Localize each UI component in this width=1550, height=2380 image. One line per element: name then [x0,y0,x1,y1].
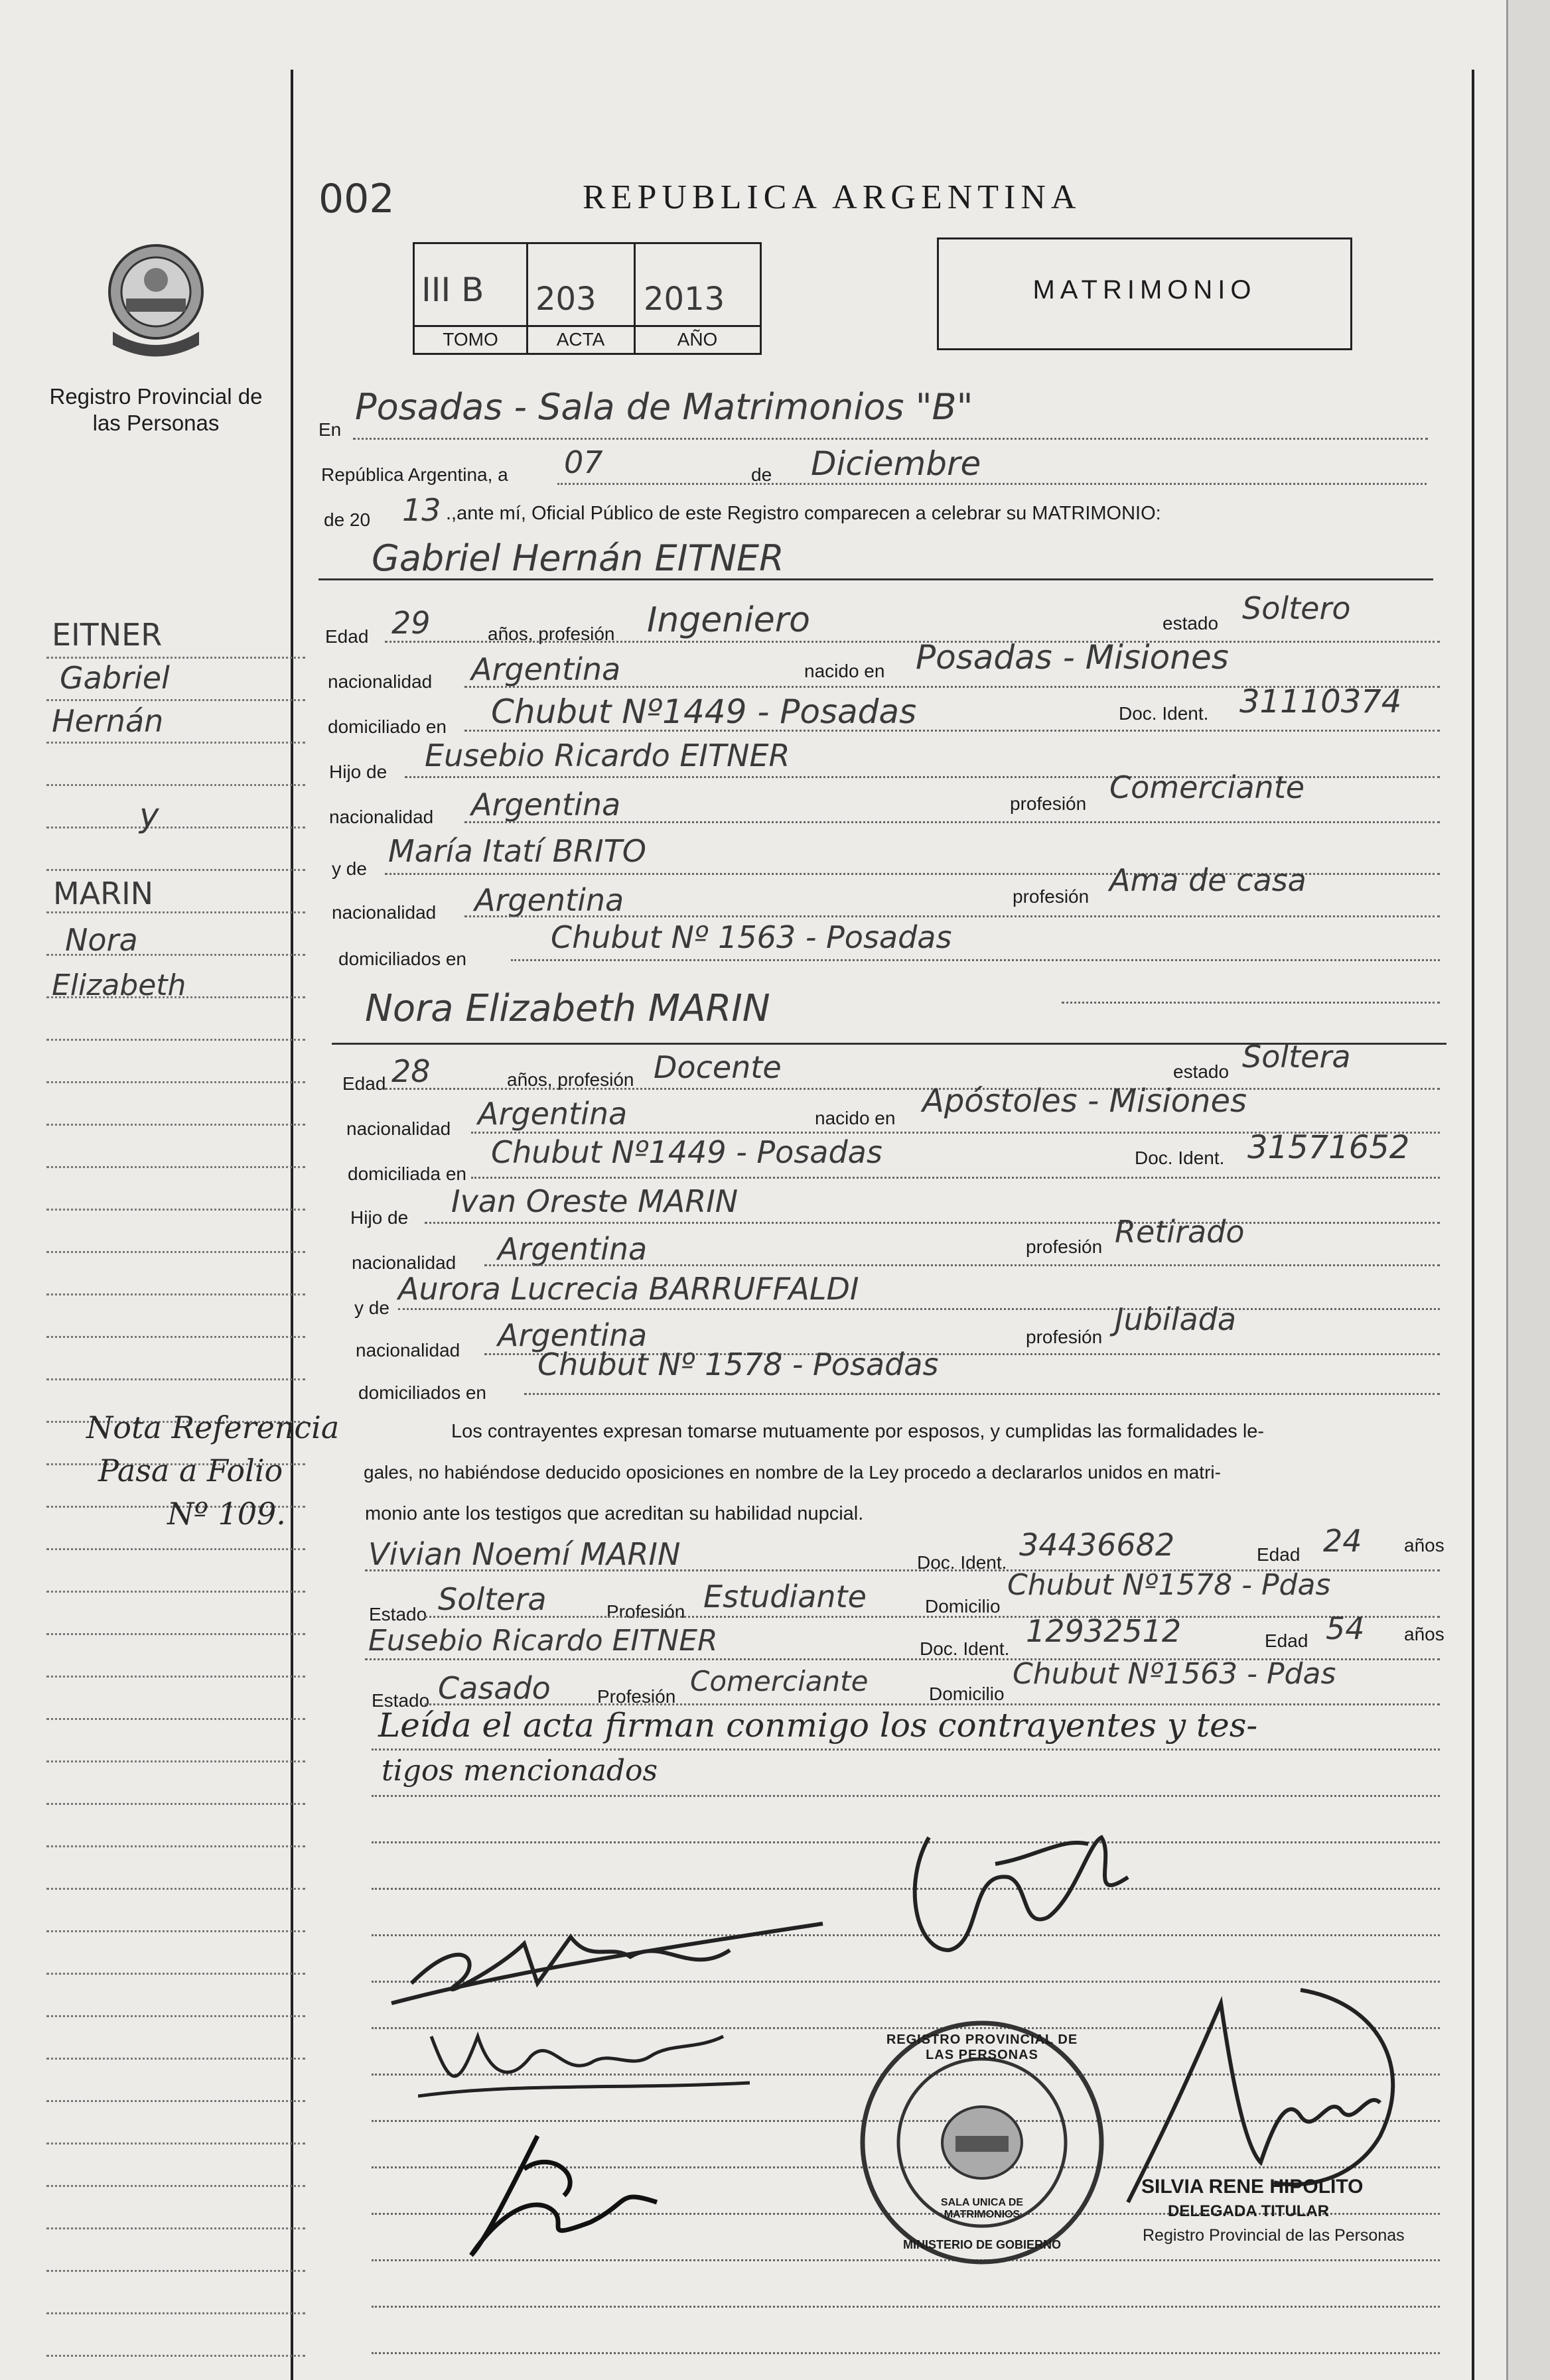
witness-1-doc-label: Doc. Ident. [917,1552,1007,1573]
signature-bride [418,2010,763,2106]
month-value: Diciembre [811,444,981,483]
year-label: de 20 [324,509,371,530]
place-value: Posadas - Sala de Matrimonios "B" [355,386,973,428]
declaration-line-3: monio ante los testigos que acreditan su habilidad nupcial. [365,1503,864,1524]
witness-2-estado: Casado [438,1670,551,1706]
groom-doc: 31110374 [1239,683,1402,720]
groom-nac-label: nacionalidad [328,671,433,692]
witness-1-prof-label: Profesión [606,1601,685,1622]
bride-padre-nac: Argentina [498,1231,648,1267]
margin-note-2: Pasa a Folio [98,1453,283,1488]
bride-pprof-label: profesión [1026,1236,1103,1257]
declaration-line-1: Los contrayentes expresan tomarse mutuamente por esposos, y cumplidas las formalidades le- [451,1421,1265,1442]
bride-doc: 31571652 [1247,1129,1410,1166]
witness-2-estado-label: Estado [372,1690,430,1711]
bride-estado: Soltera [1242,1039,1351,1075]
groom-profesion: Ingeniero [647,600,810,640]
witness-2-edad: 54 [1326,1611,1365,1646]
groom-doms-label: domiciliados en [338,949,466,969]
groom-nacido: Posadas - Misiones [916,638,1229,677]
bride-hijo-label: Hijo de [350,1207,409,1228]
groom-padres-dom: Chubut Nº 1563 - Posadas [551,919,952,955]
bride-mprof-label: profesión [1026,1327,1103,1347]
bride-domicilio: Chubut Nº1449 - Posadas [491,1134,882,1170]
witness-2-anos-label: años [1404,1624,1444,1644]
witness-2-doc-label: Doc. Ident. [920,1638,1010,1659]
bride-profesion: Docente [654,1049,782,1085]
stamp-inner-text: SALA UNICA DE MATRIMONIOS [940,2197,1024,2220]
witness-1-estado-label: Estado [369,1604,427,1624]
registry-name: Registro Provincial de las Personas [49,384,263,435]
bride-madre: Aurora Lucrecia BARRUFFALDI [398,1271,859,1307]
tomo-value: III B [421,271,484,309]
bride-anos-label: años, profesión [507,1069,634,1090]
stamp-bottom-text: MINISTERIO DE GOBIERNO [902,2238,1062,2251]
bride-madre-nac: Argentina [498,1317,648,1353]
witness-1-profesion: Estudiante [703,1579,867,1615]
en-label: En [318,419,342,440]
groom-edad-label: Edad [325,626,369,647]
official-title: DELEGADA TITULAR [1168,2202,1330,2220]
groom-estado: Soltero [1242,590,1351,626]
bride-nacido: Apóstoles - Misiones [922,1083,1247,1120]
signature-groom [385,1884,836,2020]
margin-conjunction: y [139,796,159,834]
record-type-box [937,237,1352,350]
year-value: 13 [402,492,441,528]
record-type: MATRIMONIO [1032,275,1257,304]
de-label: de [751,464,772,485]
register-index-table [413,242,762,355]
groom-padre-prof: Comerciante [1109,769,1305,805]
official-name: SILVIA RENE HIPOLITO [1141,2176,1364,2198]
province-seal [100,239,212,365]
official-org: Registro Provincial de las Personas [1143,2226,1405,2245]
signature-witness-1 [458,2109,710,2265]
anio-value: 2013 [644,281,725,318]
witness-2-edad-label: Edad [1265,1630,1308,1651]
bride-mnac-label: nacionalidad [356,1340,460,1360]
witness-1-doc: 34436682 [1019,1527,1175,1563]
groom-hijo-label: Hijo de [329,761,388,782]
margin-surname-2: MARIN [53,876,154,911]
witness-2-name: Eusebio Ricardo EITNER [368,1624,718,1658]
closing-line-2: tigos mencionados [382,1754,658,1788]
groom-mprof-label: profesión [1013,886,1090,907]
declaration-line-2: gales, no habiéndose deducido oposiciones en nombre de la Ley procedo a declararlos unidos en matri- [364,1462,1221,1483]
bride-nacido-label: nacido en [815,1108,896,1128]
groom-estado-label: estado [1162,613,1219,633]
groom-padre-nac: Argentina [471,787,621,823]
groom-mnac-label: nacionalidad [332,902,437,923]
bride-doms-label: domiciliados en [358,1382,486,1403]
bride-name: Nora Elizabeth MARIN [365,987,770,1030]
bride-padres-dom: Chubut Nº 1578 - Posadas [537,1347,939,1382]
document-number: 002 [318,176,395,222]
witness-2-profesion: Comerciante [690,1665,869,1697]
witness-1-name: Vivian Noemí MARIN [368,1536,681,1572]
bride-pnac-label: nacionalidad [352,1252,457,1273]
groom-dom-label: domiciliado en [328,716,447,737]
groom-domicilio: Chubut Nº1449 - Posadas [491,693,917,731]
groom-madre-prof: Ama de casa [1109,862,1306,898]
witness-1-anos-label: años [1404,1535,1444,1555]
groom-anos-label: años, profesión [488,624,615,644]
groom-madre-nac: Argentina [474,882,624,918]
groom-nacionalidad: Argentina [471,651,621,687]
witness-1-edad: 24 [1323,1523,1362,1559]
anio-label: AÑO [677,329,718,350]
acta-value: 203 [535,281,597,318]
official-stamp [856,2016,1108,2269]
signature-witness-2 [889,1818,1155,1980]
witness-1-dom-label: Domicilio [925,1596,1001,1617]
bride-yde-label: y de [354,1297,389,1318]
closing-line-1: Leída el acta firman conmigo los contrayentes y tes- [378,1706,1258,1745]
groom-pprof-label: profesión [1010,793,1087,814]
bride-padre: Ivan Oreste MARIN [451,1183,739,1219]
intro-tail: .,ante mí, Oficial Público de este Registro comparecen a celebrar su MATRIMONIO: [446,503,1161,524]
margin-note-1: Nota Referencia [86,1410,340,1445]
margin-given-3: Nora [65,922,138,958]
margin-given-4: Elizabeth [52,968,186,1002]
bride-estado-label: estado [1173,1061,1230,1082]
groom-yde-label: y de [332,858,367,879]
witness-1-domicilio: Chubut Nº1578 - Pdas [1007,1568,1331,1602]
bride-nacionalidad: Argentina [478,1096,628,1132]
stamp-ring-text: REGISTRO PROVINCIAL DE LAS PERSONAS [886,2032,1078,2062]
country-title: REPUBLICA ARGENTINA [583,178,1082,216]
right-margin-rule [1472,70,1474,2380]
margin-given-2: Hernán [52,703,164,739]
republica-label: República Argentina, a [321,464,508,485]
groom-edad: 29 [391,605,431,641]
bride-doc-label: Doc. Ident. [1135,1148,1225,1168]
bride-edad: 28 [391,1053,431,1089]
bride-madre-prof: Jubilada [1115,1301,1237,1337]
margin-note-3: Nº 109. [167,1496,286,1532]
tomo-label: TOMO [443,329,498,350]
witness-1-edad-label: Edad [1257,1544,1301,1565]
bride-dom-label: domiciliada en [348,1163,466,1184]
witness-2-prof-label: Profesión [597,1686,676,1707]
groom-name: Gabriel Hernán EITNER [372,537,784,579]
bride-nac-label: nacionalidad [346,1118,451,1139]
groom-pnac-label: nacionalidad [329,807,434,827]
witness-2-doc: 12932512 [1026,1613,1182,1649]
margin-given-1: Gabriel [60,660,170,696]
margin-surname-1: EITNER [52,617,163,653]
bride-padre-prof: Retirado [1115,1214,1245,1250]
witness-2-dom-label: Domicilio [929,1684,1005,1704]
page-edge [1506,0,1550,2380]
witness-2-domicilio: Chubut Nº1563 - Pdas [1013,1657,1336,1691]
day-value: 07 [564,444,603,480]
groom-padre: Eusebio Ricardo EITNER [425,738,790,773]
groom-madre: María Itatí BRITO [388,833,647,869]
groom-nacido-label: nacido en [804,661,885,681]
bride-edad-label: Edad [342,1073,386,1094]
acta-label: ACTA [556,329,605,350]
groom-doc-label: Doc. Ident. [1119,703,1209,724]
witness-1-estado: Soltera [438,1581,547,1617]
left-margin-rule [291,70,293,2380]
